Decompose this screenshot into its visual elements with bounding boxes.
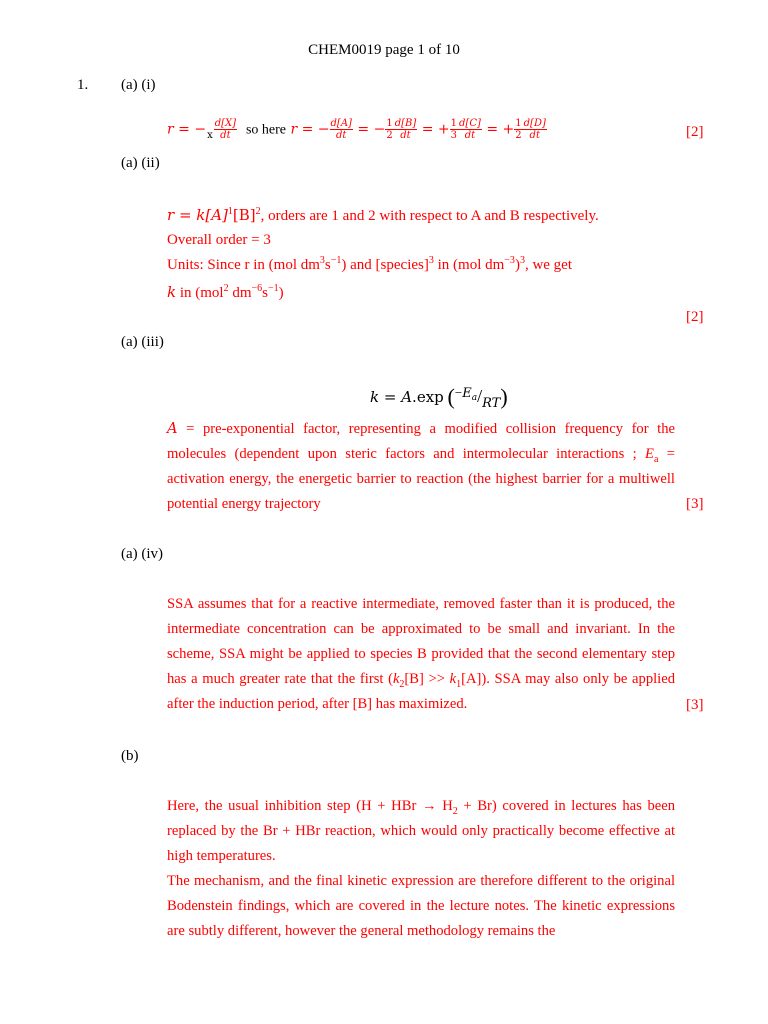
- page-label: CHEM0019 page 1 of 10: [308, 42, 460, 58]
- b-paragraph: Here, the usual inhibition step (H + HBr → $H_2 + Br$) covered in lectures has been replaced by the Br + HBr reaction, which would only practically become effective at high temperatures. The mechanism, and the final kinetic expression are therefore different to the original Bodenstein findings, which are covered in the lecture notes. The kinetic expressions are subtly different, however the general methodology remains the: [167, 798, 675, 939]
- question-number: 1.: [77, 77, 89, 93]
- a-ii-line2: Overall order = 3: [167, 232, 271, 248]
- mark-a-i: [2]: [686, 124, 704, 140]
- part-a-i-label: (a) (i): [121, 77, 156, 93]
- part-a-iii-label: (a) (iii): [121, 334, 164, 350]
- a-ii-line1: $r = k[A]^1[B]^2$, orders are 1 and 2 with respect to A and B respectively.: [167, 206, 599, 224]
- mark-a-ii: [2]: [686, 309, 704, 325]
- part-a-ii-label: (a) (ii): [121, 155, 160, 171]
- a-iv-paragraph: SSA assumes that for a reactive intermediate, removed faster than it is produced, the intermediate concentration can be approximated to be small and invariant. In the scheme, SSA might be applied to species B provided that the second elementary step has a much greater rate that the first $(k_2[B] >> k_1[A])$. SSA may also only be applied after the induction period, after [B] has maximized.: [167, 596, 675, 712]
- part-a-iv-label: (a) (iv): [121, 546, 164, 562]
- rate-equation: r = − x $\frac{d[X]}{dt}$ so here r = − $\frac{d[A]}{dt}$ = − $\frac{1}{2}$ $\frac{d[B]}{dt}$ = + $\frac{1}{3}$ $\frac{d[C]}{dt}$ = + $\frac{1}{2}$ $\frac{d[D]}{dt}$: [167, 118, 546, 141]
- page-header: [0, 42, 768, 59]
- arrhenius-equation: k = A.exp (−Ea/RT): [370, 384, 508, 411]
- a-ii-line3: Units: Since r in (mol $dm^3s^{-1}$) and [species]$^3$ in (mol $dm^{-3})^3$, we get: [167, 255, 573, 273]
- mark-a-iv: [3]: [686, 697, 704, 713]
- a-iii-paragraph: A = pre-exponential factor, representing a modified collision frequency for the molecules (dependent upon steric factors and intermolecular interactions ; $E_a$ = activation energy, the energetic barrier to reaction (the highest barrier for a multiwell potential energy trajectory: [167, 420, 675, 512]
- part-b-label: (b): [121, 748, 139, 764]
- a-ii-line4: k in (mol$^2$ $dm^{-6}s^{-1}$): [167, 283, 284, 301]
- mark-a-iii: [3]: [686, 496, 704, 512]
